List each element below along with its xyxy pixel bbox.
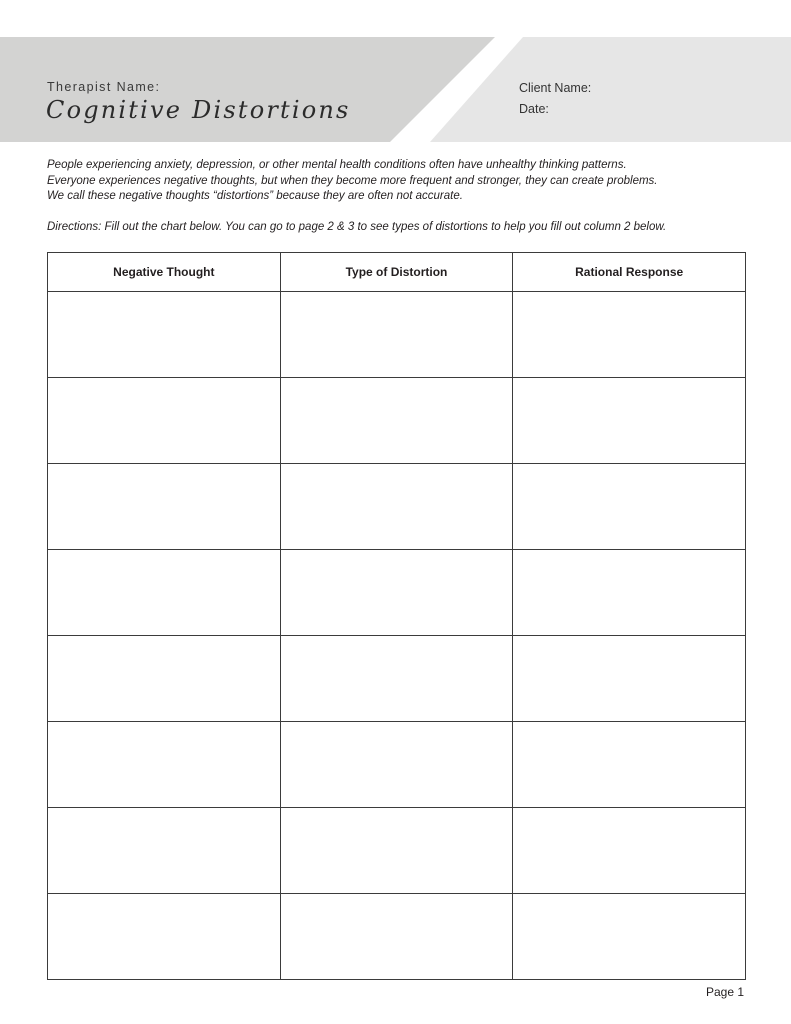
column-header-negative-thought: Negative Thought [48,253,281,292]
table-row [48,464,746,550]
intro-line: Everyone experiences negative thoughts, but when they become more frequent and stronger, they can create problems. [47,174,658,187]
table-row [48,378,746,464]
distortion-type-cell[interactable] [280,550,513,636]
rational-response-cell[interactable] [513,292,746,378]
page-number: Page 1 [706,985,745,999]
distortion-type-cell[interactable] [280,636,513,722]
negative-thought-cell[interactable] [48,292,281,378]
table-row [48,808,746,894]
rational-response-cell[interactable] [513,808,746,894]
intro-text [47,158,767,205]
table-row [48,550,746,636]
table-header-row [48,253,746,292]
distortion-type-cell[interactable] [280,722,513,808]
table-row [48,722,746,808]
column-header-type-of-distortion: Type of Distortion [280,253,513,292]
rational-response-cell[interactable] [513,464,746,550]
intro-line: We call these negative thoughts “distortions” because they are often not accurate. [47,190,463,202]
distortion-type-cell[interactable] [280,378,513,464]
distortion-type-cell[interactable] [280,894,513,980]
intro-line: People experiencing anxiety, depression, or other mental health conditions often have unhealthy thinking patterns. [47,159,627,171]
negative-thought-cell[interactable] [48,378,281,464]
date-label: Date: [519,102,549,116]
rational-response-cell[interactable] [513,636,746,722]
column-header-rational-response: Rational Response [513,253,746,292]
page-title: Cognitive Distortions [46,96,351,124]
header-band-right [430,37,791,142]
rational-response-cell[interactable] [513,894,746,980]
negative-thought-cell[interactable] [48,636,281,722]
table-row [48,894,746,980]
table-row [48,292,746,378]
negative-thought-cell[interactable] [48,808,281,894]
distortion-type-cell[interactable] [280,808,513,894]
distortion-chart [47,252,746,980]
distortion-type-cell[interactable] [280,464,513,550]
rational-response-cell[interactable] [513,550,746,636]
therapist-name-label: Therapist Name: [47,80,161,94]
negative-thought-cell[interactable] [48,894,281,980]
negative-thought-cell[interactable] [48,550,281,636]
rational-response-cell[interactable] [513,722,746,808]
distortion-type-cell[interactable] [280,292,513,378]
table-row [48,636,746,722]
directions-text: Directions: Fill out the chart below. You can go to page 2 & 3 to see types of distortions to help you fill out column 2 below. [47,221,667,233]
client-name-label: Client Name: [519,81,592,95]
rational-response-cell[interactable] [513,378,746,464]
negative-thought-cell[interactable] [48,464,281,550]
negative-thought-cell[interactable] [48,722,281,808]
